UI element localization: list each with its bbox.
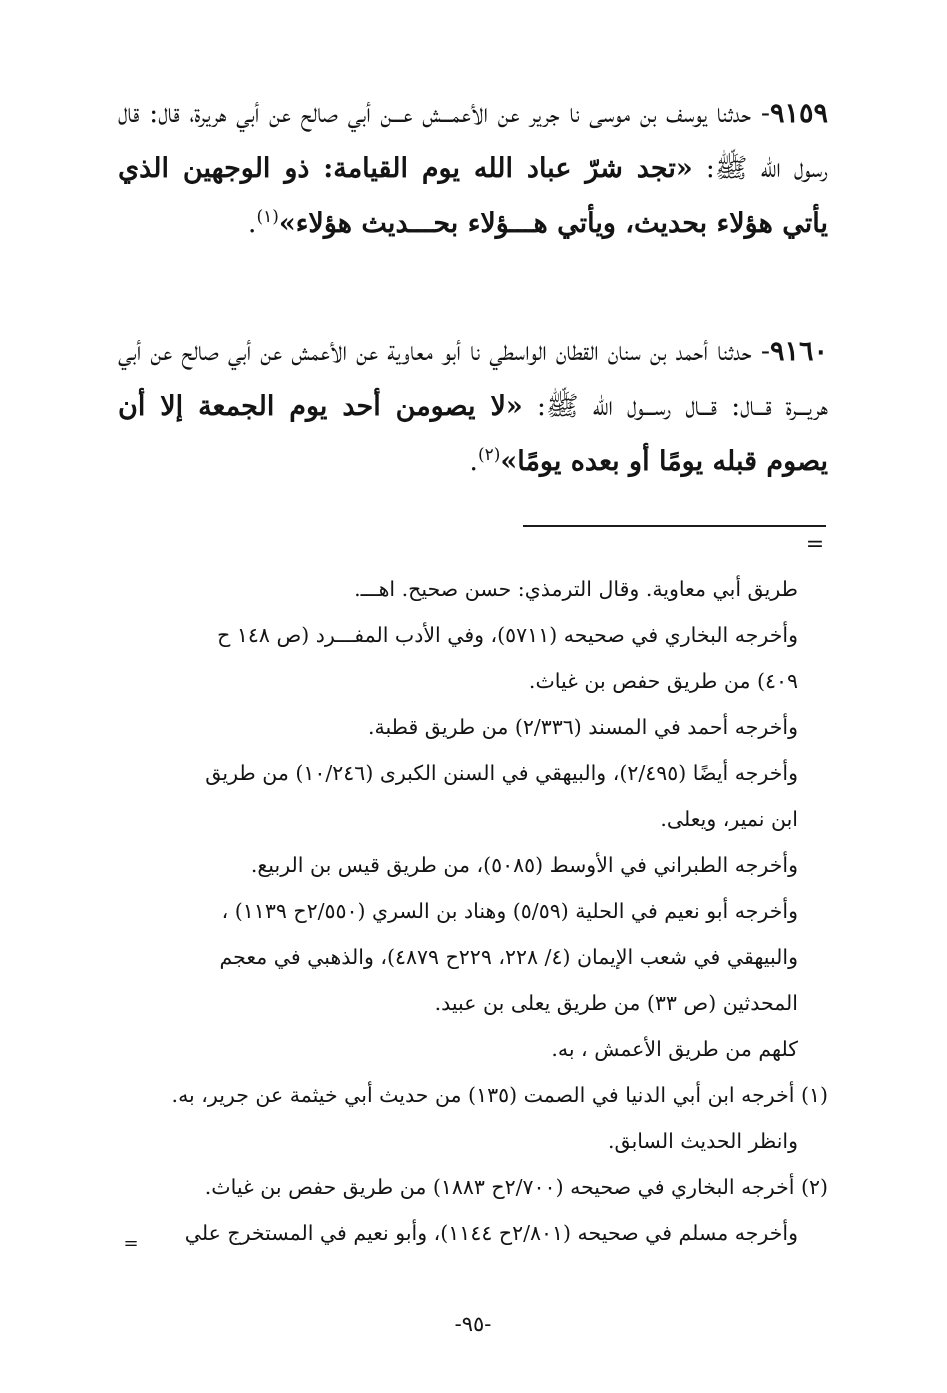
footnote-reference[interactable]: (٢): [477, 445, 501, 465]
continuation-end-mark: =: [123, 1233, 139, 1254]
footnote-line: كلهم من طريق الأعمش ، به.: [551, 1037, 798, 1061]
footnote-2: (٢) أخرجه البخاري في صحيحه (٢/٧٠٠ح ١٨٨٣) من طريق حفص بن غياث.: [204, 1175, 828, 1199]
hadith-9159: [118, 86, 828, 251]
footnote-line: وأخرجه الطبراني في الأوسط (٥٠٨٥)، من طريق قيس بن الربيع.: [250, 853, 798, 877]
continuation-mark: =: [805, 532, 825, 557]
hadith-isnad: - حدثنا يوسف بن موسى نا جرير عن الأعمـــش عـــن أبي صالح عن أبي هريرة، قال: قال رسول الله ﷺ:: [118, 98, 828, 184]
footnote-reference[interactable]: (١): [256, 207, 279, 227]
footnote-line: وانظر الحديث السابق.: [607, 1129, 798, 1153]
footnote-line: المحدثين (ص ٣٣) من طريق يعلى بن عبيد.: [434, 991, 798, 1015]
footnote-line: ٤٠٩) من طريق حفص بن غياث.: [528, 669, 798, 693]
hadith-number: ٩١٥٩: [769, 98, 828, 129]
footnote-1: (١) أخرجه ابن أبي الدنيا في الصمت (١٣٥) من حديث أبي خيثمة عن جرير، به.: [171, 1083, 828, 1107]
footnote-line: ابن نمير، ويعلى.: [660, 807, 798, 831]
hadith-matn: «لا يصومن أحد يوم الجمعة إلا أن يصوم قبله يومًا أو بعده يومًا»: [118, 391, 828, 477]
footnote-line: وأخرجه أبو نعيم في الحلية (٥/٥٩) وهناد بن السري (٢/٥٥٠ح ١١٣٩) ،: [221, 899, 798, 923]
hadith-number: ٩١٦٠: [769, 336, 828, 367]
footnote-line: وأخرجه مسلم في صحيحه (٢/٨٠١ح ١١٤٤)، وأبو نعيم في المستخرج علي: [184, 1221, 798, 1245]
footnote-line: وأخرجه أحمد في المسند (٢/٣٣٦) من طريق قطبة.: [367, 715, 798, 739]
hadith-matn: «تجد شرّ عباد الله يوم القيامة: ذو الوجهين الذي يأتي هؤلاء بحديث، ويأتي هـــؤلاء بحـــديث هؤلاء»: [118, 153, 828, 239]
hadith-ending: .: [247, 208, 257, 239]
footnote-line: وأخرجه البخاري في صحيحه (٥٧١١)، وفي الأدب المفـــرد (ص ١٤٨ ح: [217, 623, 798, 647]
footnote-separator: [523, 525, 826, 527]
footnotes-section: [118, 566, 828, 1256]
footnote-line: وأخرجه أيضًا (٢/٤٩٥)، والبيهقي في السنن الكبرى (١٠/٢٤٦) من طريق: [205, 761, 798, 785]
footnote-line: والبيهقي في شعب الإيمان (٤/ ٢٢٨، ٢٢٩ح ٤٨٧٩)، والذهبي في معجم: [219, 945, 798, 969]
hadith-9160: [118, 324, 828, 489]
hadith-ending: .: [469, 446, 478, 477]
hadith-isnad: - حدثنا أحمد بن سنان القطان الواسطي نا أبو معاوية عن الأعمش عن أبي صالح عن أبي هريـــرة قـــال: قـــال رســـول الله ﷺ:: [118, 336, 829, 422]
footnote-line: طريق أبي معاوية. وقال الترمذي: حسن صحيح. اهـــ.: [354, 577, 798, 601]
page-number: -٩٥-: [454, 1312, 492, 1336]
